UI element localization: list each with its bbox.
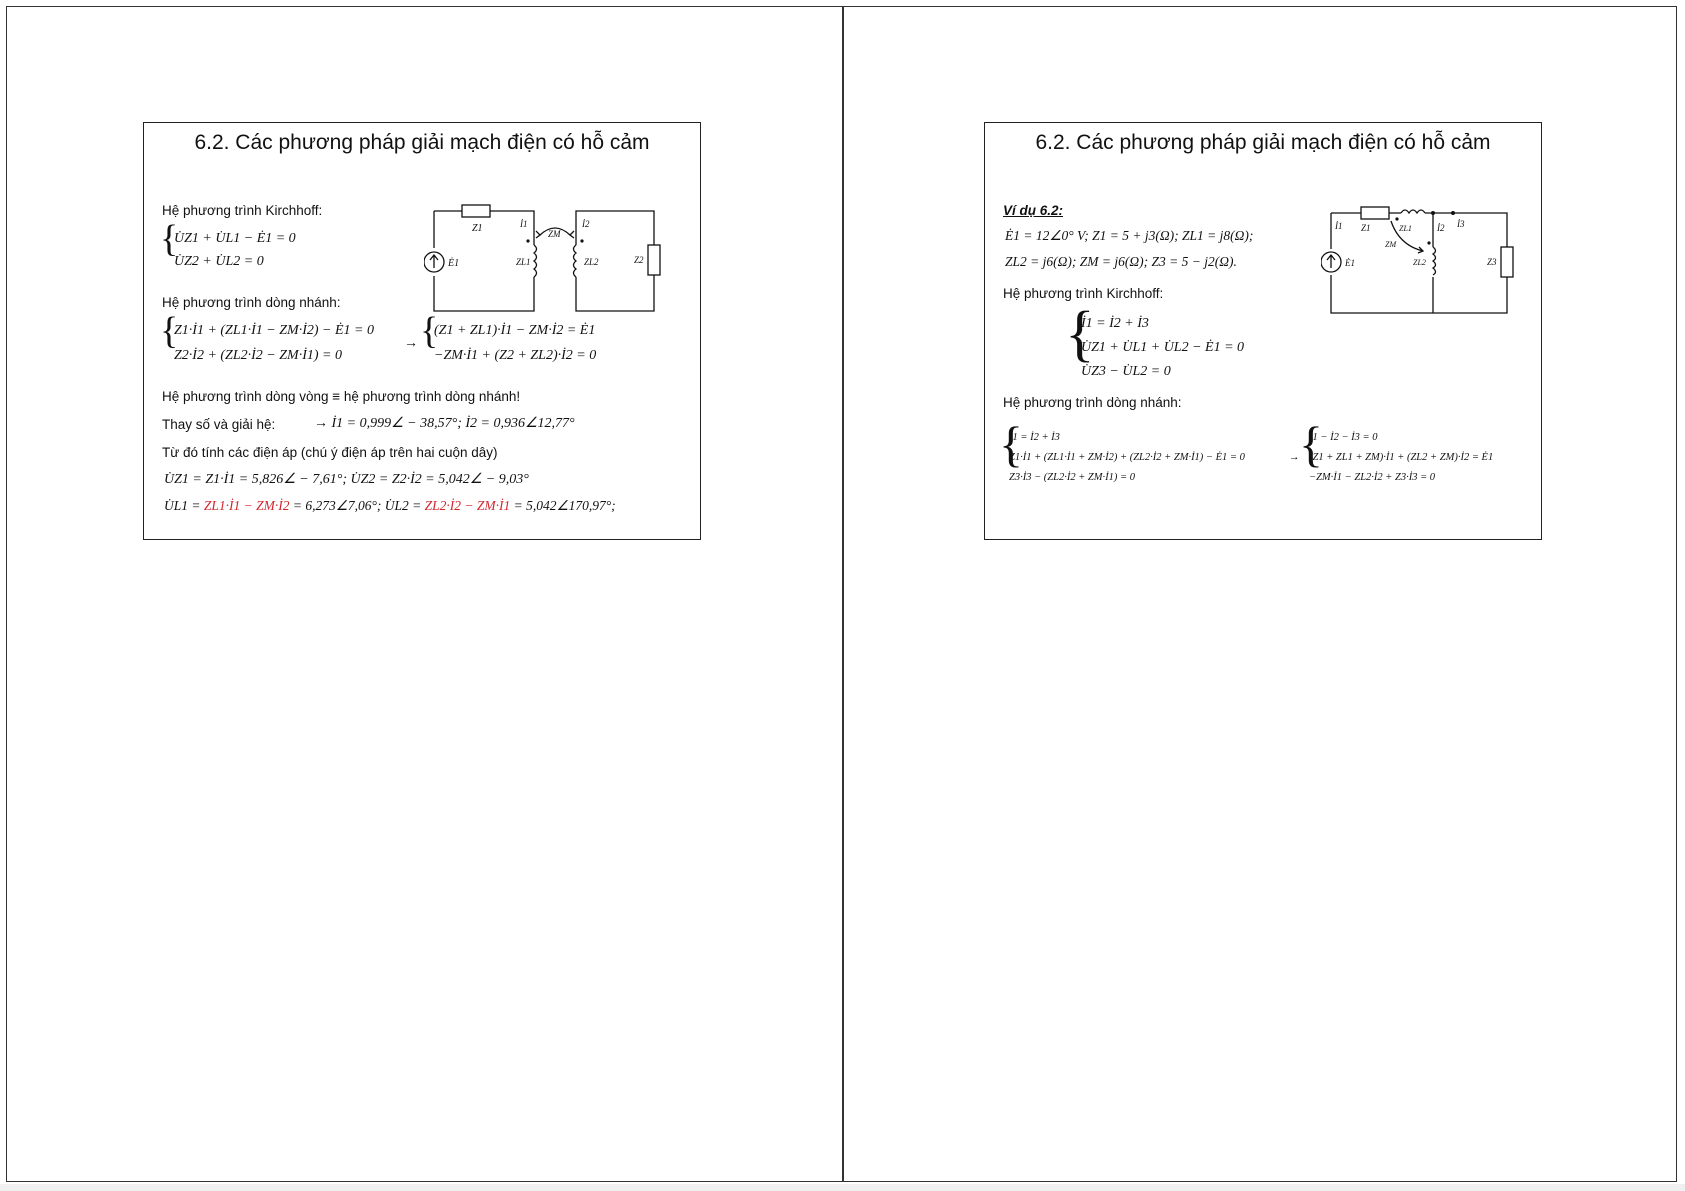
label-z3: Z3 [1487,257,1497,267]
label-z1: Z1 [472,223,483,234]
example-title: Ví dụ 6.2: [1003,203,1064,218]
branch-equation-1: Z1·İ1 + (ZL1·İ1 − ZM·İ2) − Ė1 = 0 [174,323,374,338]
label-zm: ZM [548,229,561,239]
label-i3: İ3 [1457,219,1465,229]
circuit-diagram-coupled [424,201,684,321]
branch-equation-1: İ1 = İ2 + İ3 [1009,432,1060,443]
voltage-equation-1: U̇Z1 = Z1·İ1 = 5,826∠ − 7,61°; U̇Z2 = Z2·İ2 = 5,042∠ − 9,03° [164,472,529,487]
kirchhoff-equation-2: U̇Z1 + U̇L1 + U̇L2 − Ė1 = 0 [1081,340,1245,355]
kirchhoff-label: Hệ phương trình Kirchhoff: [1003,286,1164,301]
label-zl1: ZL1 [516,257,531,267]
branch-result-3: −ZM·İ1 − ZL2·İ2 + Z3·İ3 = 0 [1309,472,1436,483]
given-line-2: ZL2 = j6(Ω); ZM = j6(Ω); Z3 = 5 − j2(Ω). [1005,254,1237,269]
solve-label: Thay số và giải hệ: [162,417,276,432]
kirchhoff-equation-3: U̇Z3 − U̇L2 = 0 [1081,364,1171,379]
solve-result: → İ1 = 0,999∠ − 38,57°; İ2 = 0,936∠12,77° [314,416,575,431]
label-zl2: ZL2 [1413,258,1426,267]
arrow: → [1289,452,1300,463]
label-e1: Ė1 [1345,258,1355,268]
voltage-label: Từ đó tính các điện áp (chú ý điện áp trên hai cuộn dây) [162,445,498,460]
branch-equation-3: Z3·İ3 − (ZL2·İ2 + ZM·İ1) = 0 [1009,472,1135,483]
label-zl1: ZL1 [1399,224,1412,233]
label-zl2: ZL2 [584,257,599,267]
label-i2: İ2 [1437,223,1445,233]
branch-equation-2: Z2·İ2 + (ZL2·İ2 − ZM·İ1) = 0 [174,348,342,363]
brace: { [1299,416,1323,472]
brace: { [999,416,1023,472]
label-z1: Z1 [1361,223,1371,233]
branch-result-2: (Z1 + ZL1 + ZM)·İ1 + (ZL2 + ZM)·İ2 = Ė1 [1309,452,1494,463]
kirchhoff-equation-1: U̇Z1 + U̇L1 − Ė1 = 0 [174,231,296,246]
brace: { [160,310,179,352]
circuit-diagram-example [1321,203,1531,323]
branch-equation-2: Z1·İ1 + (ZL1·İ1 + ZM·İ2) + (ZL2·İ2 + ZM·İ1) − Ė1 = 0 [1009,452,1245,463]
page-divider [842,6,844,1182]
highlight-term: ZL1·İ1 − ZM·İ2 [203,498,290,513]
brace: { [160,218,179,260]
label-i2: İ2 [582,219,590,229]
highlight-term: ZL2·İ2 − ZM·İ1 [424,498,511,513]
bottom-scrollbar-strip [0,1184,1685,1191]
kirchhoff-equation-2: U̇Z2 + U̇L2 = 0 [174,254,264,269]
brace: { [1065,300,1095,368]
label-i1: İ1 [520,219,528,229]
slide-left [143,122,701,540]
slide-title: 6.2. Các phương pháp giải mạch điện có hỗ cảm [194,131,650,154]
branch-current-label: Hệ phương trình dòng nhánh: [162,295,341,310]
given-line-1: Ė1 = 12∠0° V; Z1 = 5 + j3(Ω); ZL1 = j8(Ω); [1005,228,1254,243]
branch-result-2: −ZM·İ1 + (Z2 + ZL2)·İ2 = 0 [434,348,597,363]
branch-current-label: Hệ phương trình dòng nhánh: [1003,395,1182,410]
label-z2: Z2 [634,255,644,265]
voltage-equation-2: U̇L1 = ZL1·İ1 − ZM·İ2 = 6,273∠7,06°; U̇L2 = ZL2·İ2 − ZM·İ1 = 5,042∠170,97°; [164,498,616,513]
branch-result-1: İ1 − İ2 − İ3 = 0 [1309,432,1378,443]
arrow: → [404,336,418,351]
branch-result-1: (Z1 + ZL1)·İ1 − ZM·İ2 = Ė1 [434,323,596,338]
kirchhoff-label: Hệ phương trình Kirchhoff: [162,203,323,218]
slide-right [984,122,1542,540]
loop-current-note: Hệ phương trình dòng vòng ≡ hệ phương trình dòng nhánh! [162,389,521,404]
kirchhoff-equation-1: İ1 = İ2 + İ3 [1081,316,1149,331]
label-e1: Ė1 [448,258,460,269]
label-i1: İ1 [1335,221,1343,231]
label-zm: ZM [1385,240,1397,249]
brace: { [420,310,439,352]
slide-title: 6.2. Các phương pháp giải mạch điện có hỗ cảm [1035,131,1491,154]
